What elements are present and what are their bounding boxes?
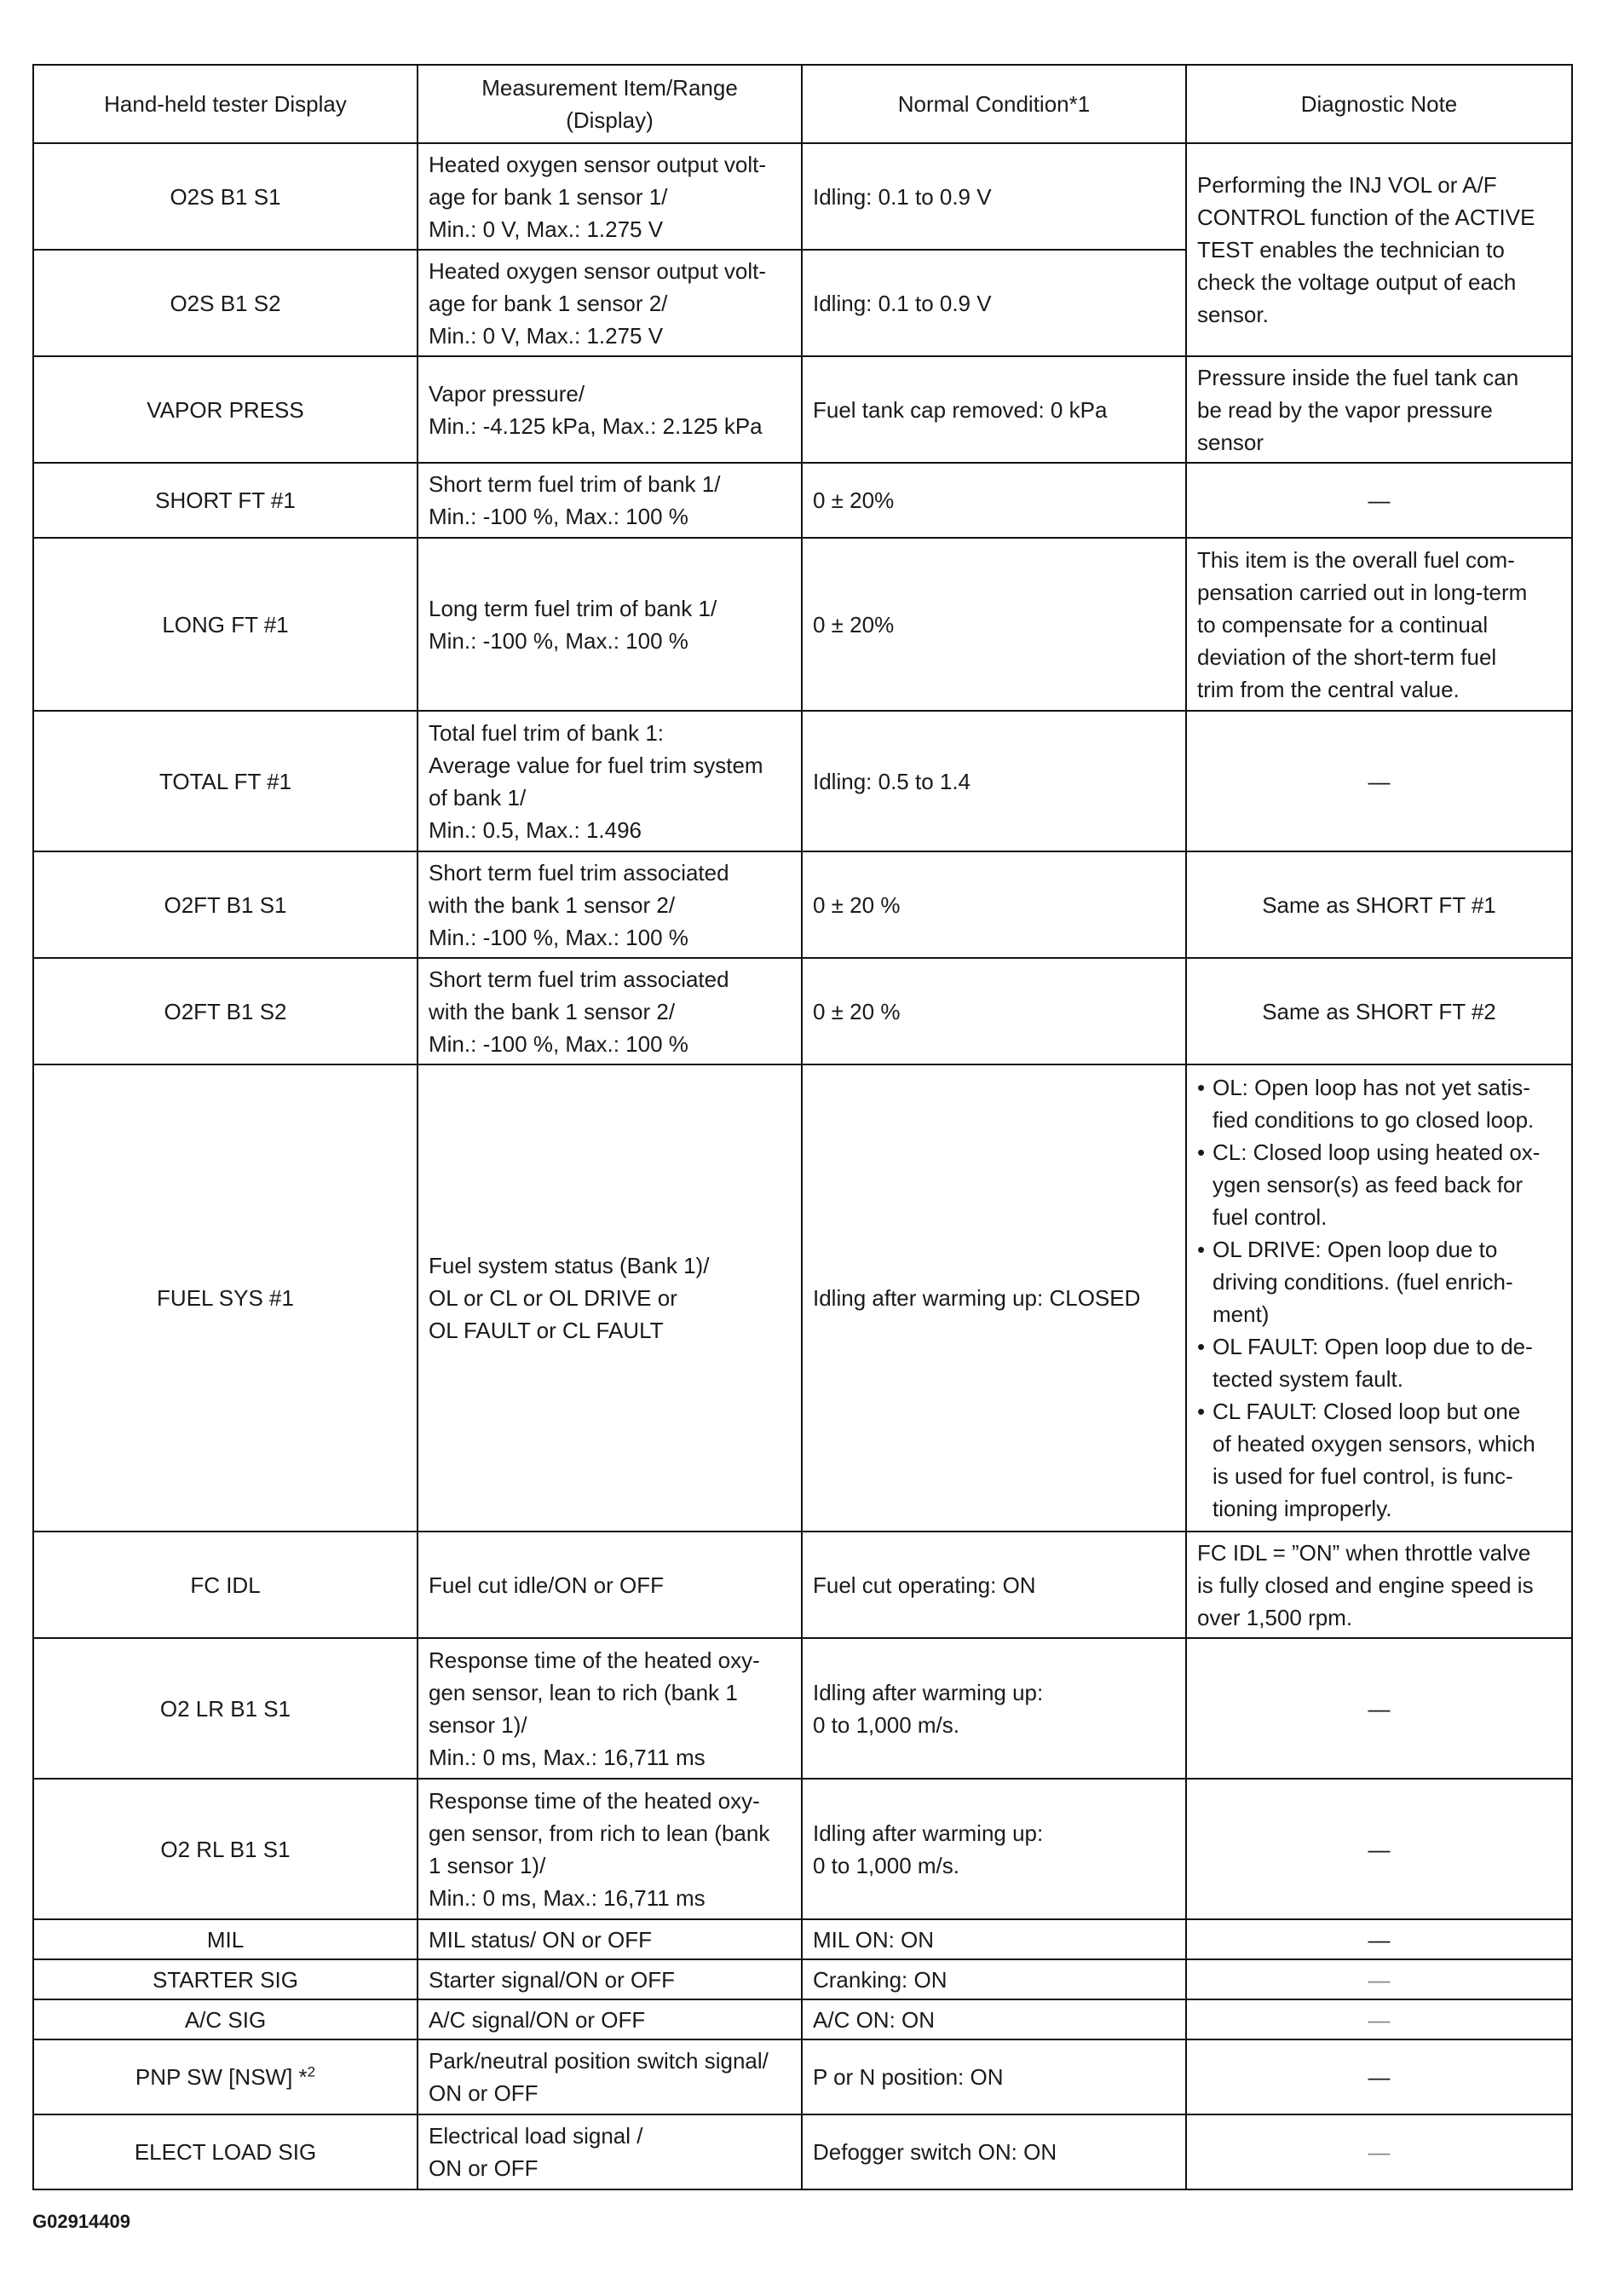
footnote-marker: 2 <box>307 2063 316 2080</box>
diagnostic-note-cell: — <box>1186 463 1572 538</box>
diagnostic-note-cell: — <box>1186 1999 1572 2039</box>
table-row <box>33 143 1572 250</box>
normal-condition-cell: Idling: 0.1 to 0.9 V <box>802 143 1186 250</box>
header-diagnostic-note: Diagnostic Note <box>1186 65 1572 143</box>
measurement-cell: Response time of the heated oxy- gen sensor, lean to rich (bank 1 sensor 1)/ Min.: 0 ms, Max.: 16,711 ms <box>418 1638 802 1779</box>
diagnostic-note-cell: — <box>1186 1779 1572 1919</box>
normal-condition-cell: Idling after warming up: 0 to 1,000 m/s. <box>802 1638 1186 1779</box>
table-row <box>33 851 1572 958</box>
display-cell: FUEL SYS #1 <box>33 1064 418 1532</box>
normal-condition-cell: 0 ± 20% <box>802 538 1186 711</box>
normal-condition-cell: 0 ± 20% <box>802 463 1186 538</box>
diagnostic-note-cell: — <box>1186 711 1572 851</box>
table-row <box>33 1919 1572 1959</box>
display-cell: LONG FT #1 <box>33 538 418 711</box>
diagnostic-note-cell: — <box>1186 2114 1572 2189</box>
table-header-row <box>33 65 1572 143</box>
normal-condition-cell: Idling: 0.1 to 0.9 V <box>802 250 1186 356</box>
display-text: PNP SW [NSW] * <box>135 2064 308 2090</box>
normal-condition-cell: Defogger switch ON: ON <box>802 2114 1186 2189</box>
table-row <box>33 1638 1572 1779</box>
measurement-cell: Vapor pressure/ Min.: -4.125 kPa, Max.: 2.125 kPa <box>418 356 802 463</box>
table-row <box>33 711 1572 851</box>
measurement-cell: Total fuel trim of bank 1: Average value for fuel trim system of bank 1/ Min.: 0.5, Max.: 1.496 <box>418 711 802 851</box>
normal-condition-cell: Idling: 0.5 to 1.4 <box>802 711 1186 851</box>
display-cell: O2FT B1 S1 <box>33 851 418 958</box>
display-cell: VAPOR PRESS <box>33 356 418 463</box>
display-cell <box>33 2039 418 2114</box>
display-cell: STARTER SIG <box>33 1959 418 1999</box>
diagnostic-note-cell: Performing the INJ VOL or A/F CONTROL function of the ACTIVE TEST enables the technician to check the voltage output of each sensor. <box>1186 143 1572 356</box>
normal-condition-cell: Idling after warming up: 0 to 1,000 m/s. <box>802 1779 1186 1919</box>
display-cell: MIL <box>33 1919 418 1959</box>
diagnostic-note-cell: Pressure inside the fuel tank can be read by the vapor pressure sensor <box>1186 356 1572 463</box>
bullet-item: • OL FAULT: Open loop due to de- tected system fault. <box>1197 1330 1561 1395</box>
display-cell: O2S B1 S2 <box>33 250 418 356</box>
diagnostic-note-cell: Same as SHORT FT #1 <box>1186 851 1572 958</box>
measurement-cell: Starter signal/ON or OFF <box>418 1959 802 1999</box>
measurement-cell: Electrical load signal / ON or OFF <box>418 2114 802 2189</box>
display-cell: O2S B1 S1 <box>33 143 418 250</box>
table-row <box>33 2114 1572 2189</box>
table-row <box>33 958 1572 1064</box>
bullet-item: • CL: Closed loop using heated ox- ygen sensor(s) as feed back for fuel control. <box>1197 1136 1561 1233</box>
measurement-cell: MIL status/ ON or OFF <box>418 1919 802 1959</box>
normal-condition-cell: MIL ON: ON <box>802 1919 1186 1959</box>
fuel-status-bullet-list <box>1197 1071 1561 1525</box>
table-row <box>33 1064 1572 1532</box>
normal-condition-cell: Idling after warming up: CLOSED <box>802 1064 1186 1532</box>
normal-condition-cell: 0 ± 20 % <box>802 958 1186 1064</box>
measurement-cell: Heated oxygen sensor output volt- age for bank 1 sensor 1/ Min.: 0 V, Max.: 1.275 V <box>418 143 802 250</box>
display-cell: ELECT LOAD SIG <box>33 2114 418 2189</box>
measurement-cell: Long term fuel trim of bank 1/ Min.: -100 %, Max.: 100 % <box>418 538 802 711</box>
measurement-cell: Short term fuel trim associated with the bank 1 sensor 2/ Min.: -100 %, Max.: 100 % <box>418 851 802 958</box>
bullet-item: • OL: Open loop has not yet satis- fied conditions to go closed loop. <box>1197 1071 1561 1136</box>
data-list-table <box>32 64 1573 2190</box>
diagnostic-note-cell: — <box>1186 1959 1572 1999</box>
measurement-cell: Response time of the heated oxy- gen sensor, from rich to lean (bank 1 sensor 1)/ Min.: 0 ms, Max.: 16,711 ms <box>418 1779 802 1919</box>
table-row <box>33 1779 1572 1919</box>
measurement-cell: Short term fuel trim associated with the bank 1 sensor 2/ Min.: -100 %, Max.: 100 % <box>418 958 802 1064</box>
display-cell: O2 RL B1 S1 <box>33 1779 418 1919</box>
bullet-item: • CL FAULT: Closed loop but one of heated oxygen sensors, which is used for fuel control, is func- tioning improperly. <box>1197 1395 1561 1525</box>
table-row <box>33 538 1572 711</box>
diagnostic-note-cell <box>1186 1064 1572 1532</box>
bullet-item: • OL DRIVE: Open loop due to driving conditions. (fuel enrich- ment) <box>1197 1233 1561 1330</box>
header-display: Hand-held tester Display <box>33 65 418 143</box>
diagnostic-note-cell: — <box>1186 2039 1572 2114</box>
diagnostic-note-cell: Same as SHORT FT #2 <box>1186 958 1572 1064</box>
normal-condition-cell: Fuel tank cap removed: 0 kPa <box>802 356 1186 463</box>
display-cell: TOTAL FT #1 <box>33 711 418 851</box>
normal-condition-cell: Cranking: ON <box>802 1959 1186 1999</box>
measurement-cell: Short term fuel trim of bank 1/ Min.: -100 %, Max.: 100 % <box>418 463 802 538</box>
display-cell: O2 LR B1 S1 <box>33 1638 418 1779</box>
normal-condition-cell: Fuel cut operating: ON <box>802 1532 1186 1638</box>
normal-condition-cell: 0 ± 20 % <box>802 851 1186 958</box>
table-row <box>33 1532 1572 1638</box>
table-row <box>33 1999 1572 2039</box>
display-cell: FC IDL <box>33 1532 418 1638</box>
header-normal-condition: Normal Condition*1 <box>802 65 1186 143</box>
display-cell: A/C SIG <box>33 1999 418 2039</box>
display-cell: O2FT B1 S2 <box>33 958 418 1064</box>
display-cell: SHORT FT #1 <box>33 463 418 538</box>
measurement-cell: A/C signal/ON or OFF <box>418 1999 802 2039</box>
normal-condition-cell: P or N position: ON <box>802 2039 1186 2114</box>
measurement-cell: Heated oxygen sensor output volt- age for bank 1 sensor 2/ Min.: 0 V, Max.: 1.275 V <box>418 250 802 356</box>
measurement-cell: Fuel system status (Bank 1)/ OL or CL or OL DRIVE or OL FAULT or CL FAULT <box>418 1064 802 1532</box>
table-row <box>33 463 1572 538</box>
table-row <box>33 2039 1572 2114</box>
table-row <box>33 1959 1572 1999</box>
figure-id: G02914409 <box>32 2211 130 2232</box>
diagnostic-note-cell: FC IDL = ”ON” when throttle valve is fully closed and engine speed is over 1,500 rpm. <box>1186 1532 1572 1638</box>
measurement-cell: Park/neutral position switch signal/ ON or OFF <box>418 2039 802 2114</box>
measurement-cell: Fuel cut idle/ON or OFF <box>418 1532 802 1638</box>
normal-condition-cell: A/C ON: ON <box>802 1999 1186 2039</box>
table-row <box>33 356 1572 463</box>
diagnostic-note-cell: — <box>1186 1638 1572 1779</box>
header-measurement: Measurement Item/Range (Display) <box>418 65 802 143</box>
diagnostic-note-cell: This item is the overall fuel com- pensation carried out in long-term to compensate for a continual deviation of the short-term fuel trim from the central value. <box>1186 538 1572 711</box>
diagnostic-note-cell: — <box>1186 1919 1572 1959</box>
